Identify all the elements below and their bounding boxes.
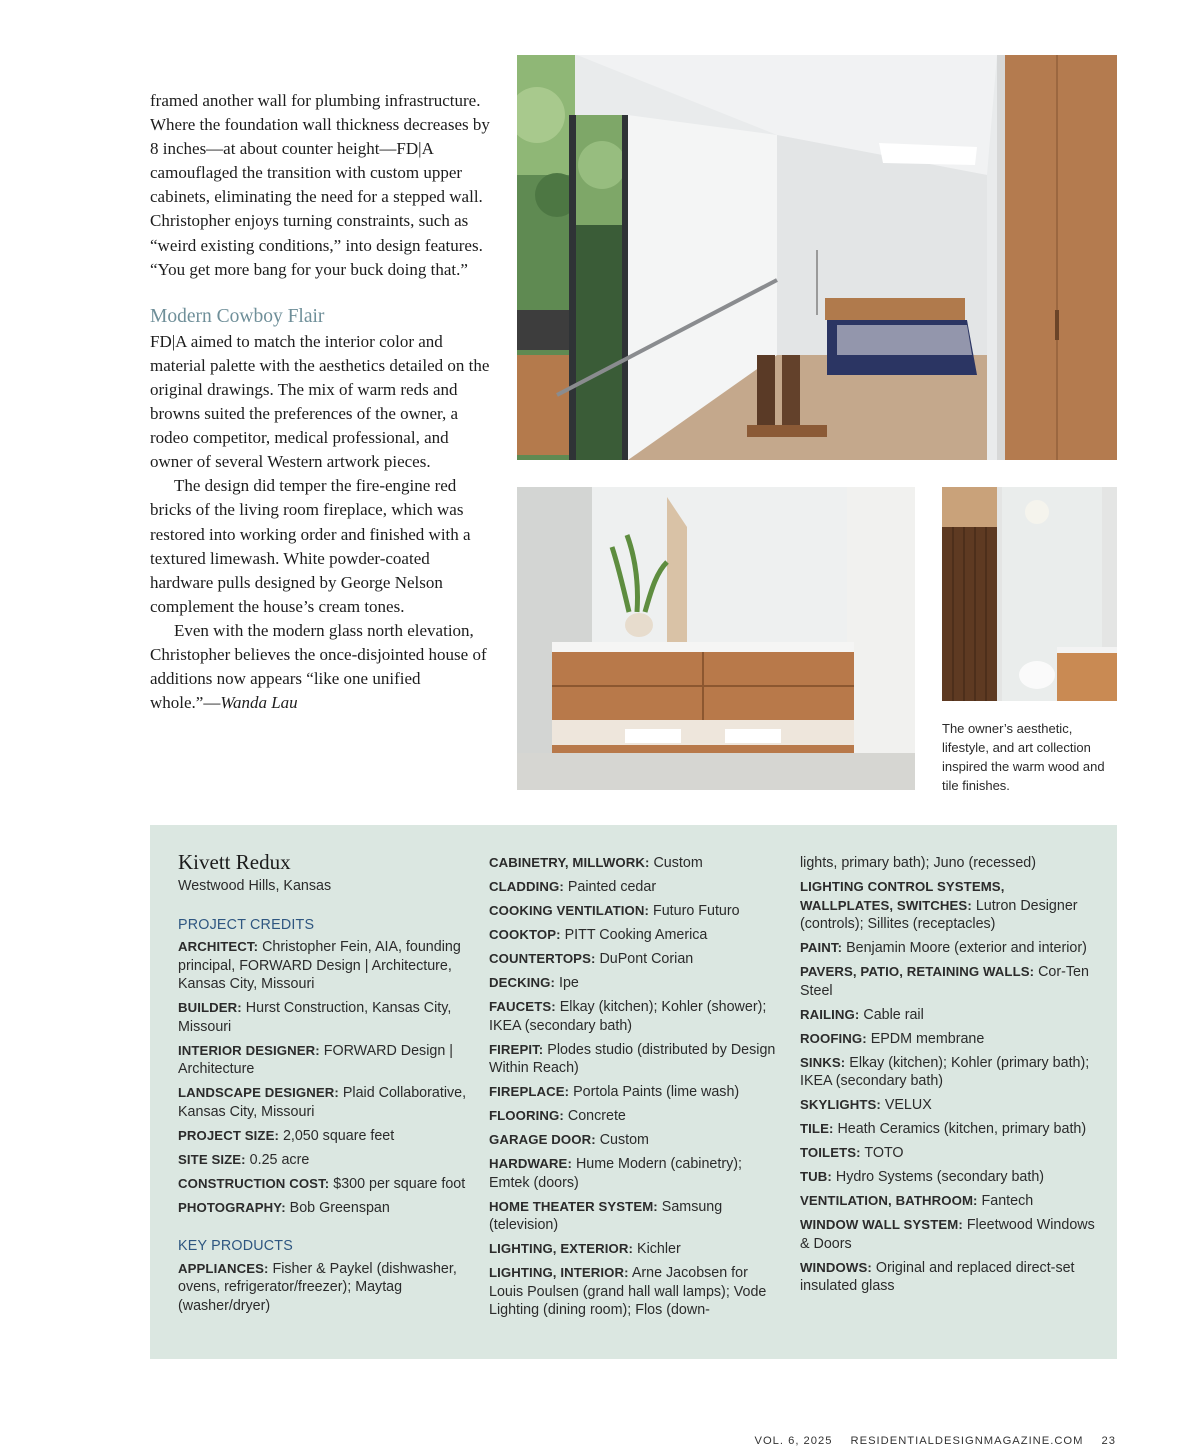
credit-label: PAVERS, PATIO, RETAINING WALLS: [800, 964, 1035, 979]
credit-entry [489, 1155, 784, 1192]
credit-value: Ipe [559, 975, 579, 991]
credit-label: TILE: [800, 1121, 834, 1136]
credit-label: TOILETS: [800, 1145, 861, 1160]
credit-value: Bob Greenspan [289, 1199, 390, 1216]
credit-entry [800, 1096, 1095, 1115]
credit-label: DECKING: [489, 975, 556, 990]
credit-entry [800, 878, 1095, 934]
credit-label: COOKTOP: [489, 927, 561, 942]
credit-label: FIREPIT: [489, 1041, 544, 1057]
credit-entry [489, 902, 784, 921]
credit-entry [800, 963, 1095, 1000]
credit-label: COOKING VENTILATION: [489, 903, 649, 918]
credit-value: Heath Ceramics (kitchen, primary bath) [837, 1121, 1087, 1137]
credit-entry [489, 1198, 784, 1235]
key-products-heading: KEY PRODUCTS [178, 1238, 293, 1254]
credit-label: CLADDING: [489, 879, 564, 894]
credit-label: LIGHTING, INTERIOR: [489, 1265, 629, 1280]
credit-label: PHOTOGRAPHY: [178, 1199, 286, 1215]
credit-entry [489, 878, 784, 897]
magazine-website: RESIDENTIALDESIGNMAGAZINE.COM [850, 1435, 1084, 1447]
credit-label: TUB: [800, 1169, 832, 1184]
issue-volume: VOL. 6, 2025 [754, 1435, 833, 1447]
credit-label: SKYLIGHTS: [800, 1097, 881, 1112]
credit-entry [489, 926, 784, 945]
credit-entry [178, 1042, 473, 1079]
credit-value: Fisher & Paykel (dishwasher, ovens, refrigerator/freezer); Maytag (washer/dryer) [178, 1260, 457, 1314]
credit-label: PROJECT SIZE: [178, 1127, 279, 1143]
credit-entry [489, 1083, 784, 1102]
project-credits-list [178, 938, 473, 1217]
credit-entry [800, 1120, 1095, 1139]
article-paragraph: framed another wall for plumbing infrastructure. Where the foundation wall thickness decreases by 8 inches—at about counter height—FD|A camouflaged the transition with custom upper cabinets, eliminating the need for a stepped wall. Christopher enjoys turning constraints, such as “weird existing conditions,” into design features. “You get more bang for your buck doing that.” [150, 91, 490, 279]
credit-value: Elkay (kitchen); Kohler (primary bath); IKEA (secondary bath) [800, 1054, 1090, 1089]
credit-label: WINDOW WALL SYSTEM: [800, 1217, 963, 1232]
credit-entry [489, 998, 784, 1035]
credit-value: Fleetwood Windows & Doors [800, 1217, 1095, 1252]
credit-label: CABINETRY, MILLWORK: [489, 855, 650, 870]
credit-entry [800, 1144, 1095, 1163]
credit-value: Samsung (television) [489, 1198, 723, 1233]
credit-entry [489, 950, 784, 969]
photo-caption: The owner’s aesthetic, lifestyle, and art collection inspired the warm wood and tile finishes. [942, 721, 1105, 793]
credit-entry [800, 939, 1095, 958]
credit-value: Original and replaced direct-set insulated glass [800, 1259, 1075, 1294]
article-paragraph: FD|A aimed to match the interior color and material palette with the aesthetics detailed on the original drawings. The mix of warm reds and browns suited the preferences of the owner, a rodeo competitor, medical professional, and owner of several Western artwork pieces. [150, 331, 490, 472]
credit-entry [489, 1107, 784, 1126]
credit-entry [178, 1151, 473, 1170]
credit-entry [178, 1175, 473, 1194]
credit-value: Hurst Construction, Kansas City, Missouri [178, 1000, 452, 1035]
credit-value: Hydro Systems (secondary bath) [835, 1169, 1045, 1185]
bathroom-vanity-photo [517, 487, 915, 790]
article-paragraph-text: Even with the modern glass north elevation, Christopher believes the once-disjointed house of additions now appears “like one unified whole.”— [150, 620, 487, 713]
credit-entry [489, 1131, 784, 1150]
credits-column-2 [489, 854, 784, 1325]
credit-value: TOTO [864, 1145, 904, 1161]
credit-entry [489, 854, 784, 873]
credit-label: RAILING: [800, 1006, 860, 1022]
credit-value: Concrete [567, 1108, 626, 1124]
credit-entry [178, 1260, 473, 1316]
project-credits-heading: PROJECT CREDITS [178, 916, 315, 933]
credit-value: Custom [599, 1132, 649, 1148]
credit-value: Hume Modern (cabinetry); Emtek (doors) [489, 1156, 742, 1191]
credit-value: Arne Jacobsen for Louis Poulsen (grand hall wall lamps); Vode Lighting (dining room); Flos (down- [489, 1265, 767, 1318]
credit-label: ROOFING: [800, 1030, 867, 1046]
article-body [150, 89, 495, 715]
credit-label: CONSTRUCTION COST: [178, 1175, 330, 1191]
byline: Wanda Lau [220, 693, 298, 713]
credit-value: DuPont Corian [599, 951, 694, 967]
credits-column-1 [178, 849, 473, 1321]
credit-entry [800, 1030, 1095, 1049]
credit-label: BUILDER: [178, 1000, 242, 1015]
credit-entry [178, 999, 473, 1036]
credit-value: Christopher Fein, AIA, founding principal, FORWARD Design | Architecture, Kansas City, Missouri [178, 939, 461, 992]
credit-value: Portola Paints (lime wash) [573, 1084, 740, 1100]
credit-label: INTERIOR DESIGNER: [178, 1042, 320, 1058]
shower-tile-photo [942, 487, 1117, 701]
credit-label: APPLIANCES: [178, 1260, 269, 1276]
credit-entry [800, 1168, 1095, 1187]
key-products-list [178, 1260, 473, 1316]
credit-entry [800, 1216, 1095, 1253]
credit-value: Lutron Designer (controls); Sillites (receptacles) [800, 897, 1078, 932]
credit-entry [178, 1127, 473, 1146]
credit-entry [489, 1041, 784, 1078]
credit-label: FLOORING: [489, 1108, 564, 1123]
credit-label: LIGHTING, EXTERIOR: [489, 1241, 634, 1256]
credit-label: SITE SIZE: [178, 1151, 246, 1167]
bedroom-hallway-photo [517, 55, 1117, 460]
credit-entry [800, 1054, 1095, 1091]
credit-label: HOME THEATER SYSTEM: [489, 1198, 658, 1214]
credit-label: HARDWARE: [489, 1156, 572, 1171]
credit-label: VENTILATION, BATHROOM: [800, 1193, 978, 1208]
credit-value: Benjamin Moore (exterior and interior) [846, 940, 1087, 956]
credit-label: WINDOWS: [800, 1259, 872, 1275]
credit-entry [800, 1259, 1095, 1296]
credit-value: $300 per square foot [333, 1175, 466, 1192]
credit-value: Futuro Futuro [652, 903, 740, 919]
project-title: Kivett Redux [178, 850, 291, 874]
credits-column-3 [800, 854, 1095, 1301]
credit-value: Fantech [981, 1193, 1034, 1209]
credit-value: FORWARD Design | Architecture [178, 1042, 453, 1077]
credit-value: Elkay (kitchen); Kohler (shower); IKEA (secondary bath) [489, 999, 767, 1034]
credit-value: 2,050 square feet [282, 1127, 395, 1144]
project-location: Westwood Hills, Kansas [178, 878, 332, 894]
credit-entry [178, 1199, 473, 1218]
credit-label: SINKS: [800, 1054, 846, 1070]
credit-label: LANDSCAPE DESIGNER: [178, 1085, 339, 1100]
credit-value: Plaid Collaborative, Kansas City, Missouri [178, 1085, 467, 1120]
credit-entry [178, 1084, 473, 1121]
credit-label: FAUCETS: [489, 999, 556, 1014]
credit-entry-continuation: lights, primary bath); Juno (recessed) [800, 855, 1036, 871]
credit-value: Kichler [637, 1241, 681, 1257]
credit-label: ARCHITECT: [178, 939, 259, 954]
credit-entry [489, 1264, 784, 1320]
credit-label: PAINT: [800, 940, 843, 955]
section-heading: Modern Cowboy Flair [150, 305, 325, 327]
credit-value: Cor-Ten Steel [800, 964, 1089, 999]
page-footer [741, 1435, 1117, 1447]
credit-value: Painted cedar [567, 879, 657, 895]
credit-value: EPDM membrane [870, 1030, 985, 1047]
credit-label: FIREPLACE: [489, 1084, 570, 1099]
project-credits-box [150, 825, 1117, 1359]
credit-value: Plodes studio (distributed by Design Within Reach) [489, 1041, 776, 1076]
page-number: 23 [1101, 1435, 1116, 1447]
credit-value: Cable rail [863, 1006, 924, 1023]
credit-label: GARAGE DOOR: [489, 1132, 596, 1147]
credit-value: VELUX [884, 1097, 932, 1113]
credit-entry [489, 1240, 784, 1259]
credit-entry [800, 1006, 1095, 1025]
credit-value: PITT Cooking America [564, 927, 708, 943]
credit-entry [800, 1192, 1095, 1211]
credit-label: COUNTERTOPS: [489, 951, 596, 966]
credit-value: 0.25 acre [249, 1151, 310, 1168]
key-products-list [800, 878, 1095, 1296]
credit-value: Custom [653, 855, 703, 871]
article-paragraph [150, 619, 495, 715]
article-paragraph: The design did temper the fire-engine red bricks of the living room fireplace, which was restored into working order and finished with a textured limewash. White powder-coated hardware pulls designed by George Nelson complement the house’s cream tones. [150, 476, 471, 616]
credit-entry [178, 938, 473, 994]
credit-label: LIGHTING CONTROL SYSTEMS, WALLPLATES, SWITCHES: [800, 879, 1005, 913]
credit-entry [489, 974, 784, 993]
key-products-list [489, 854, 784, 1320]
